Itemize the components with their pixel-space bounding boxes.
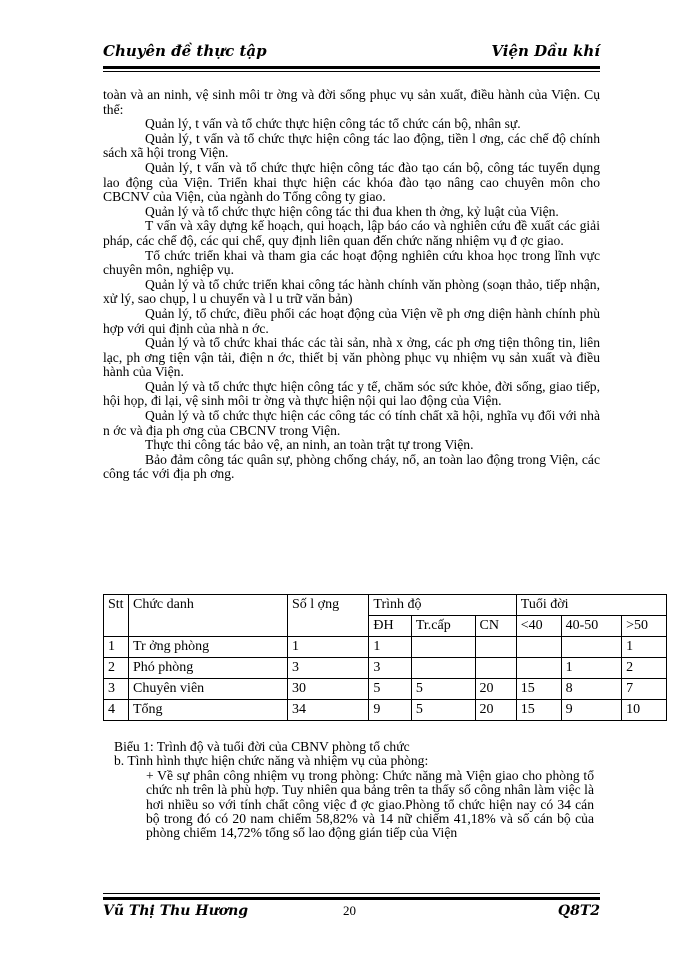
paragraph-item: Quản lý, t vấn và tổ chức thực hiện công tác đào tạo cán bộ, công tác tuyển dụng lao động của Viện. Triển khai thực hiện các khóa đào tạo nâng cao chuyên môn cho CBCNV của Viện, của ngành do Tổng công ty giao.	[103, 159, 600, 205]
table-cell: Chuyên viên	[129, 679, 288, 700]
table-caption: Biểu 1: Trình độ và tuổi đời của CBNV phòng tổ chức	[114, 739, 410, 754]
header-title: Chức danh	[129, 595, 288, 637]
table-cell: 5	[411, 679, 475, 700]
table-cell	[516, 637, 561, 658]
table-cell: 20	[475, 700, 516, 721]
paragraph-item: Quản lý, t vấn và tổ chức thực hiện công tác lao động, tiền l ơng, các chế độ chính sách xã hội trong Viện.	[103, 130, 600, 161]
table-cell	[516, 658, 561, 679]
paragraph-item: Tổ chức triển khai và tham gia các hoạt động nghiên cứu khoa học trong lĩnh vực chuyên môn, nghiệp vụ.	[103, 247, 600, 278]
table-cell: 3	[104, 679, 129, 700]
body-text	[103, 88, 600, 482]
section-b-heading: b. Tình hình thực hiện chức năng và nhiệm vụ của phòng:	[114, 753, 429, 769]
table-cell: 9	[369, 700, 411, 721]
table-cell: 15	[516, 700, 561, 721]
paragraph-item: Quản lý và tổ chức khai thác các tài sản, nhà x ởng, các ph ơng tiện thông tin, liên lạc, ph ơng tiện vận tải, điện n ớc, thiết bị văn phòng phục vụ nhiệm vụ sản xuất và điều hành của Viện.	[103, 335, 600, 380]
header-level: Trình độ	[369, 595, 516, 616]
paragraph-item: Bảo đảm công tác quân sự, phòng chống cháy, nổ, an toàn lao động trong Viện, các công tác với địa ph ơng.	[103, 451, 600, 482]
table-cell: 10	[622, 700, 667, 721]
table-cell: 15	[516, 679, 561, 700]
table-cell: 2	[104, 658, 129, 679]
table-cell: 2	[622, 658, 667, 679]
table-cell: 3	[288, 658, 369, 679]
table-cell: Tr ởng phòng	[129, 637, 288, 658]
page-number: 20	[343, 903, 356, 918]
page-footer	[103, 903, 600, 925]
table-cell: 20	[475, 679, 516, 700]
table-row	[104, 637, 667, 658]
paragraph-intro: toàn và an ninh, vệ sinh môi tr ờng và đời sống phục vụ sản xuất, điều hành của Viện. Cụ thể:	[103, 87, 600, 117]
header-age: Tuổi đời	[516, 595, 666, 616]
paragraph-item: Thực thi công tác bảo vệ, an ninh, an toàn trật tự trong Viện.	[145, 437, 474, 453]
footer-author: Vũ Thị Thu Hương	[103, 903, 249, 919]
paragraph-item: Quản lý và tổ chức thực hiện công tác y tế, chăm sóc sức khỏe, đời sống, giao tiếp, hội họp, đi lại, vệ sinh môi tr ờng và thực hiện nội qui lao động của Viện.	[103, 378, 600, 409]
paragraph-item: Quản lý và tổ chức triển khai công tác hành chính văn phòng (soạn thảo, tiếp nhận, xử lý, sao chụp, l u chuyển và l u trữ văn bản)	[103, 276, 600, 307]
table-cell: 1	[369, 637, 411, 658]
subheader-cell: <40	[516, 616, 561, 637]
footer-rule-thick	[103, 897, 600, 900]
table-cell: 34	[288, 700, 369, 721]
table-row	[104, 658, 667, 679]
table-cell: 3	[369, 658, 411, 679]
subheader-cell: CN	[475, 616, 516, 637]
paragraph-item: Quản lý, t vấn và tổ chức thực hiện công tác tổ chức cán bộ, nhân sự.	[145, 116, 521, 132]
table-row	[104, 679, 667, 700]
subheader-cell: Tr.cấp	[411, 616, 475, 637]
paragraph-item: Quản lý và tổ chức thực hiện các công tác có tính chất xã hội, nghĩa vụ đối với nhà n ớc và địa ph ơng của CBCNV trong Viện.	[103, 408, 600, 438]
header-rule-thin	[103, 71, 600, 72]
table-cell	[475, 637, 516, 658]
table-cell	[411, 637, 475, 658]
subheader-cell: 40-50	[561, 616, 621, 637]
paragraph-item: Quản lý và tổ chức thực hiện công tác thi đua khen th ởng, kỷ luật của Viện.	[145, 203, 559, 219]
table-cell	[561, 637, 621, 658]
header-count: Số l ợng	[288, 595, 369, 637]
page-header	[103, 38, 600, 66]
table-cell: Tổng	[129, 700, 288, 721]
table-cell	[475, 658, 516, 679]
table-cell: 5	[369, 679, 411, 700]
header-stt: Stt	[104, 595, 129, 637]
subheader-cell: ĐH	[369, 616, 411, 637]
table-cell: 1	[622, 637, 667, 658]
table-cell: 30	[288, 679, 369, 700]
table-cell: 1	[288, 637, 369, 658]
footer-class: Q8T2	[557, 903, 600, 919]
table-cell: 8	[561, 679, 621, 700]
table-cell: 1	[104, 637, 129, 658]
table-cell: 7	[622, 679, 667, 700]
paragraph-item: T vấn và xây dựng kế hoạch, qui hoạch, lập báo cáo và nghiên cứu đề xuất các giải pháp, các chế độ, các qui chế, quy định liên quan đến chức năng nhiệm vụ đ ợc giao.	[103, 218, 600, 248]
section-b-detail: + Về sự phân công nhiệm vụ trong phòng: Chức năng mà Viện giao cho phòng tổ chức nh trên là phù hợp. Tuy nhiên qua bảng trên ta thấy số công nhân làm việc là hơi nhiều so với tính chất công việc đ ợc giao.Phòng tổ chức hiện nay có 34 cán bộ trong đó có 20 nam chiếm 58,82% và 14 nữ chiếm 41,18% và số cán bộ của phòng chiếm 14,72% tổng số lao động gián tiếp của Viện	[146, 767, 594, 841]
header-institute: Viện Dầu khí	[491, 42, 600, 60]
paragraph-item: Quản lý, tổ chức, điều phối các hoạt động của Viện về ph ơng diện hành chính phù hợp với qui định của nhà n ớc.	[103, 305, 600, 336]
table-cell: Phó phòng	[129, 658, 288, 679]
table-cell: 1	[561, 658, 621, 679]
staff-table	[103, 594, 667, 721]
table-cell: 9	[561, 700, 621, 721]
header-rule-thick	[103, 66, 600, 69]
table-header-row	[104, 595, 667, 616]
subheader-cell: >50	[622, 616, 667, 637]
post-table-text	[114, 740, 594, 841]
table-cell: 5	[411, 700, 475, 721]
table-row	[104, 700, 667, 721]
table-cell	[411, 658, 475, 679]
footer-rule-thin	[103, 893, 600, 894]
table-cell: 4	[104, 700, 129, 721]
header-title: Chuyên đề thực tập	[103, 42, 267, 60]
